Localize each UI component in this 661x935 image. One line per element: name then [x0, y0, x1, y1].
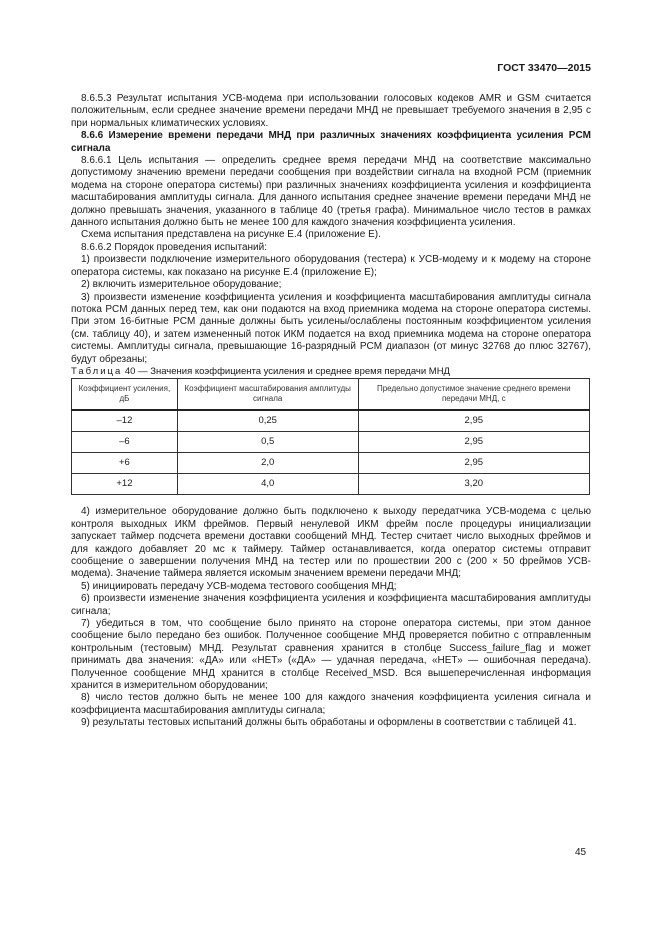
table-cell: 2,95 — [358, 453, 589, 474]
list-item: 2) включить измерительное оборудование; — [81, 279, 282, 291]
list-item: 9) результаты тестовых испытаний должны быть обработаны и оформлены в соответствии с таблицей 41. — [81, 717, 577, 729]
data-table — [71, 378, 590, 495]
table-caption-prefix: Таблица — [71, 365, 123, 377]
paragraph: 8.6.6.2 Порядок проведения испытаний: — [81, 241, 267, 253]
list-item: 1) произвести подключение измерительного оборудования (тестера) к УСВ-модему и к модему на стороне оператора системы, как показано на рисунке Е.4 (приложение Е); — [71, 254, 591, 278]
list-item: 7) убедиться в том, что сообщение было принято на стороне оператора системы, при этом данное сообщение было передано без ошибок. Полученное сообщение МНД проверяется побитно с отправленным контрольным (тестовым) МНД. Результат сравнения хранится в столбце Success_failure_flag и может принимать два значения: «ДА» или «НЕТ» («ДА» — удачная передача, «НЕТ» — ошибочная передача). Полученное сообщение МНД хранится в столбце Received_MSD. Вся вышеперечисленная информация хранится в измерительном оборудовании; — [71, 618, 591, 692]
table-caption-text: 40 — Значения коэффициента усиления и среднее время передачи МНД — [124, 365, 450, 377]
page-number: 45 — [575, 847, 587, 858]
table-cell: +12 — [72, 474, 178, 495]
table-header-cell: Коэффициент усиления, дБ — [72, 379, 178, 411]
document-body — [71, 93, 591, 730]
list-item: 4) измерительное оборудование должно быть подключено к выходу передатчика УСВ-модема с целью контроля выходных ИКМ фреймов. Первый ненулевой ИКМ фрейм после процедуры инициализации запускает таймер подсчета времени доставки сообщений МНД. Тестер считает число выходных фреймов и для каждого добавляет 20 мс к таймеру. Таймер останавливается, когда оператор системы отправит сообщение о завершении получения МНД на тестер или по прошествии 200 с (200 × 50 фреймов УСВ-модема). Значение таймера является искомым значением времени передачи МНД; — [71, 506, 591, 580]
paragraph: 8.6.6.1 Цель испытания — определить среднее время передачи МНД на соответствие максимально допустимому значению времени передачи сообщения при воздействии сигнала на входной PCM (приемник модема на стороне оператора системы) при различных значениях коэффициента усиления и коэффициента масштабирования амплитуды сигнала. Для данного испытания среднее значение времени передачи МНД не должно превышать значения, указанного в таблице 40 (третья графа). Минимальное число тестов в рамках данного испытания должно быть не менее 100 для каждого значения коэффициента усиления. — [71, 155, 591, 229]
table-cell: 2,95 — [358, 410, 589, 432]
table-header-row — [72, 379, 590, 411]
table-cell: –12 — [72, 410, 178, 432]
section-heading: 8.6.6 Измерение времени передачи МНД при различных значениях коэффициента усиления PCM сигнала — [71, 130, 591, 154]
table-header-cell: Коэффициент масштабирования амплитуды сигнала — [177, 379, 358, 411]
table-row — [72, 410, 590, 432]
table-header-cell: Предельно допустимое значение среднего времени передачи МНД, с — [358, 379, 589, 411]
paragraph: Схема испытания представлена на рисунке Е.4 (приложение Е). — [81, 229, 381, 241]
list-item: 6) произвести изменение значения коэффициента усиления и коэффициента масштабирования амплитуды сигнала; — [71, 593, 591, 617]
list-item: 5) инициировать передачу УСВ-модема тестового сообщения МНД; — [81, 580, 397, 592]
table-row — [72, 453, 590, 474]
table-row — [72, 432, 590, 453]
table-cell: 2,95 — [358, 432, 589, 453]
table-cell: 0,5 — [177, 432, 358, 453]
table-caption — [71, 366, 591, 378]
table-cell: –6 — [72, 432, 178, 453]
document-id: ГОСТ 33470—2015 — [497, 62, 591, 74]
table-cell: 2,0 — [177, 453, 358, 474]
table-cell: 0,25 — [177, 410, 358, 432]
table-row — [72, 474, 590, 495]
table-cell: 3,20 — [358, 474, 589, 495]
table-cell: +6 — [72, 453, 178, 474]
list-item: 8) число тестов должно быть не менее 100 для каждого значения коэффициента усиления сигнала и коэффициента масштабирования амплитуды сигнала; — [71, 692, 591, 716]
paragraph: 8.6.5.3 Результат испытания УСВ-модема при использовании голосовых кодеков AMR и GSM считается положительным, если среднее значение времени передачи МНД не превышает требуемого значения в 2,95 с при нормальных климатических условиях. — [71, 93, 591, 129]
list-item: 3) произвести изменение коэффициента усиления и коэффициента масштабирования амплитуды сигнала потока PCM данных перед тем, как они подаются на вход приемника модема на стороне оператора системы. При этом 16-битные PCM данные должны быть усилены/ослаблены постоянным коэффициентом усиления (см. таблицу 40), и затем измененный поток ИКМ подается на вход приемника модема на стороне оператора системы. Амплитуды сигнала, превышающие 16-разрядный PCM диапазон (от минус 32768 до плюс 32767), будут обрезаны; — [71, 291, 591, 365]
table-cell: 4,0 — [177, 474, 358, 495]
